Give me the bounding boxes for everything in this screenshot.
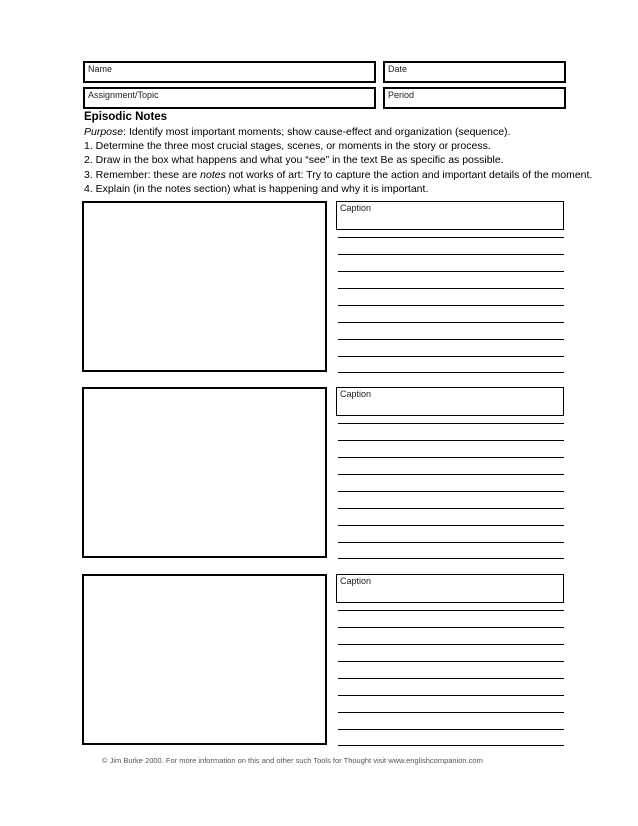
- note-line[interactable]: [338, 508, 564, 509]
- note-line[interactable]: [338, 627, 564, 628]
- note-line[interactable]: [338, 712, 564, 713]
- note-line[interactable]: [338, 423, 564, 424]
- note-line[interactable]: [338, 339, 564, 340]
- assignment-topic-field[interactable]: [83, 87, 376, 109]
- step-2: 2. Draw in the box what happens and what you “see” in the text Be as specific as possible.: [84, 154, 504, 167]
- step-3-end: not works of art: Try to capture the action and important details of the moment.: [225, 168, 593, 181]
- date-field[interactable]: [383, 61, 566, 83]
- note-line[interactable]: [338, 254, 564, 255]
- period-field[interactable]: [383, 87, 566, 109]
- note-line[interactable]: [338, 322, 564, 323]
- caption-label: Caption: [340, 576, 372, 586]
- drawing-box[interactable]: [82, 201, 327, 372]
- period-label: Period: [388, 90, 415, 100]
- name-label: Name: [88, 64, 113, 74]
- name-field[interactable]: [83, 61, 376, 83]
- step-3-emphasis: notes: [200, 168, 226, 181]
- drawing-box[interactable]: [82, 387, 327, 558]
- note-line[interactable]: [338, 372, 564, 373]
- purpose-text: : Identify most important moments; show cause-effect and organization (sequence).: [123, 126, 511, 138]
- caption-label: Caption: [340, 203, 372, 213]
- drawing-box[interactable]: [82, 574, 327, 745]
- note-line[interactable]: [338, 729, 564, 730]
- note-line[interactable]: [338, 288, 564, 289]
- step-4: 4. Explain (in the notes section) what is happening and why it is important.: [84, 182, 429, 195]
- note-line[interactable]: [338, 542, 564, 543]
- page-title: Episodic Notes: [84, 111, 168, 123]
- note-line[interactable]: [338, 457, 564, 458]
- note-line[interactable]: [338, 305, 564, 306]
- caption-field[interactable]: [336, 574, 564, 603]
- episode-1: [0, 201, 638, 381]
- date-label: Date: [388, 64, 408, 74]
- note-line[interactable]: [338, 610, 564, 611]
- note-line[interactable]: [338, 271, 564, 272]
- note-line[interactable]: [338, 745, 564, 746]
- note-line[interactable]: [338, 491, 564, 492]
- note-line[interactable]: [338, 237, 564, 238]
- note-line[interactable]: [338, 558, 564, 559]
- note-line[interactable]: [338, 644, 564, 645]
- episode-2: [0, 387, 638, 567]
- step-3-start: 3. Remember: these are: [84, 168, 201, 181]
- note-line[interactable]: [338, 695, 564, 696]
- note-line[interactable]: [338, 474, 564, 475]
- assignment-topic-label: Assignment/Topic: [88, 90, 159, 100]
- instructions: [84, 110, 604, 196]
- step-1: 1. Determine the three most crucial stages, scenes, or moments in the story or process.: [84, 140, 491, 153]
- copyright-footer: © Jim Burke 2000. For more information on this and other such Tools for Thought visit www.englishcompanion.com: [102, 756, 483, 765]
- note-line[interactable]: [338, 525, 564, 526]
- note-line[interactable]: [338, 440, 564, 441]
- note-line[interactable]: [338, 678, 564, 679]
- caption-field[interactable]: [336, 201, 564, 230]
- caption-label: Caption: [340, 389, 372, 399]
- purpose-line: [84, 125, 604, 139]
- note-line[interactable]: [338, 661, 564, 662]
- step-3: [84, 168, 604, 182]
- note-line[interactable]: [338, 356, 564, 357]
- caption-field[interactable]: [336, 387, 564, 416]
- purpose-label: Purpose: [84, 126, 124, 138]
- episode-3: [0, 574, 638, 754]
